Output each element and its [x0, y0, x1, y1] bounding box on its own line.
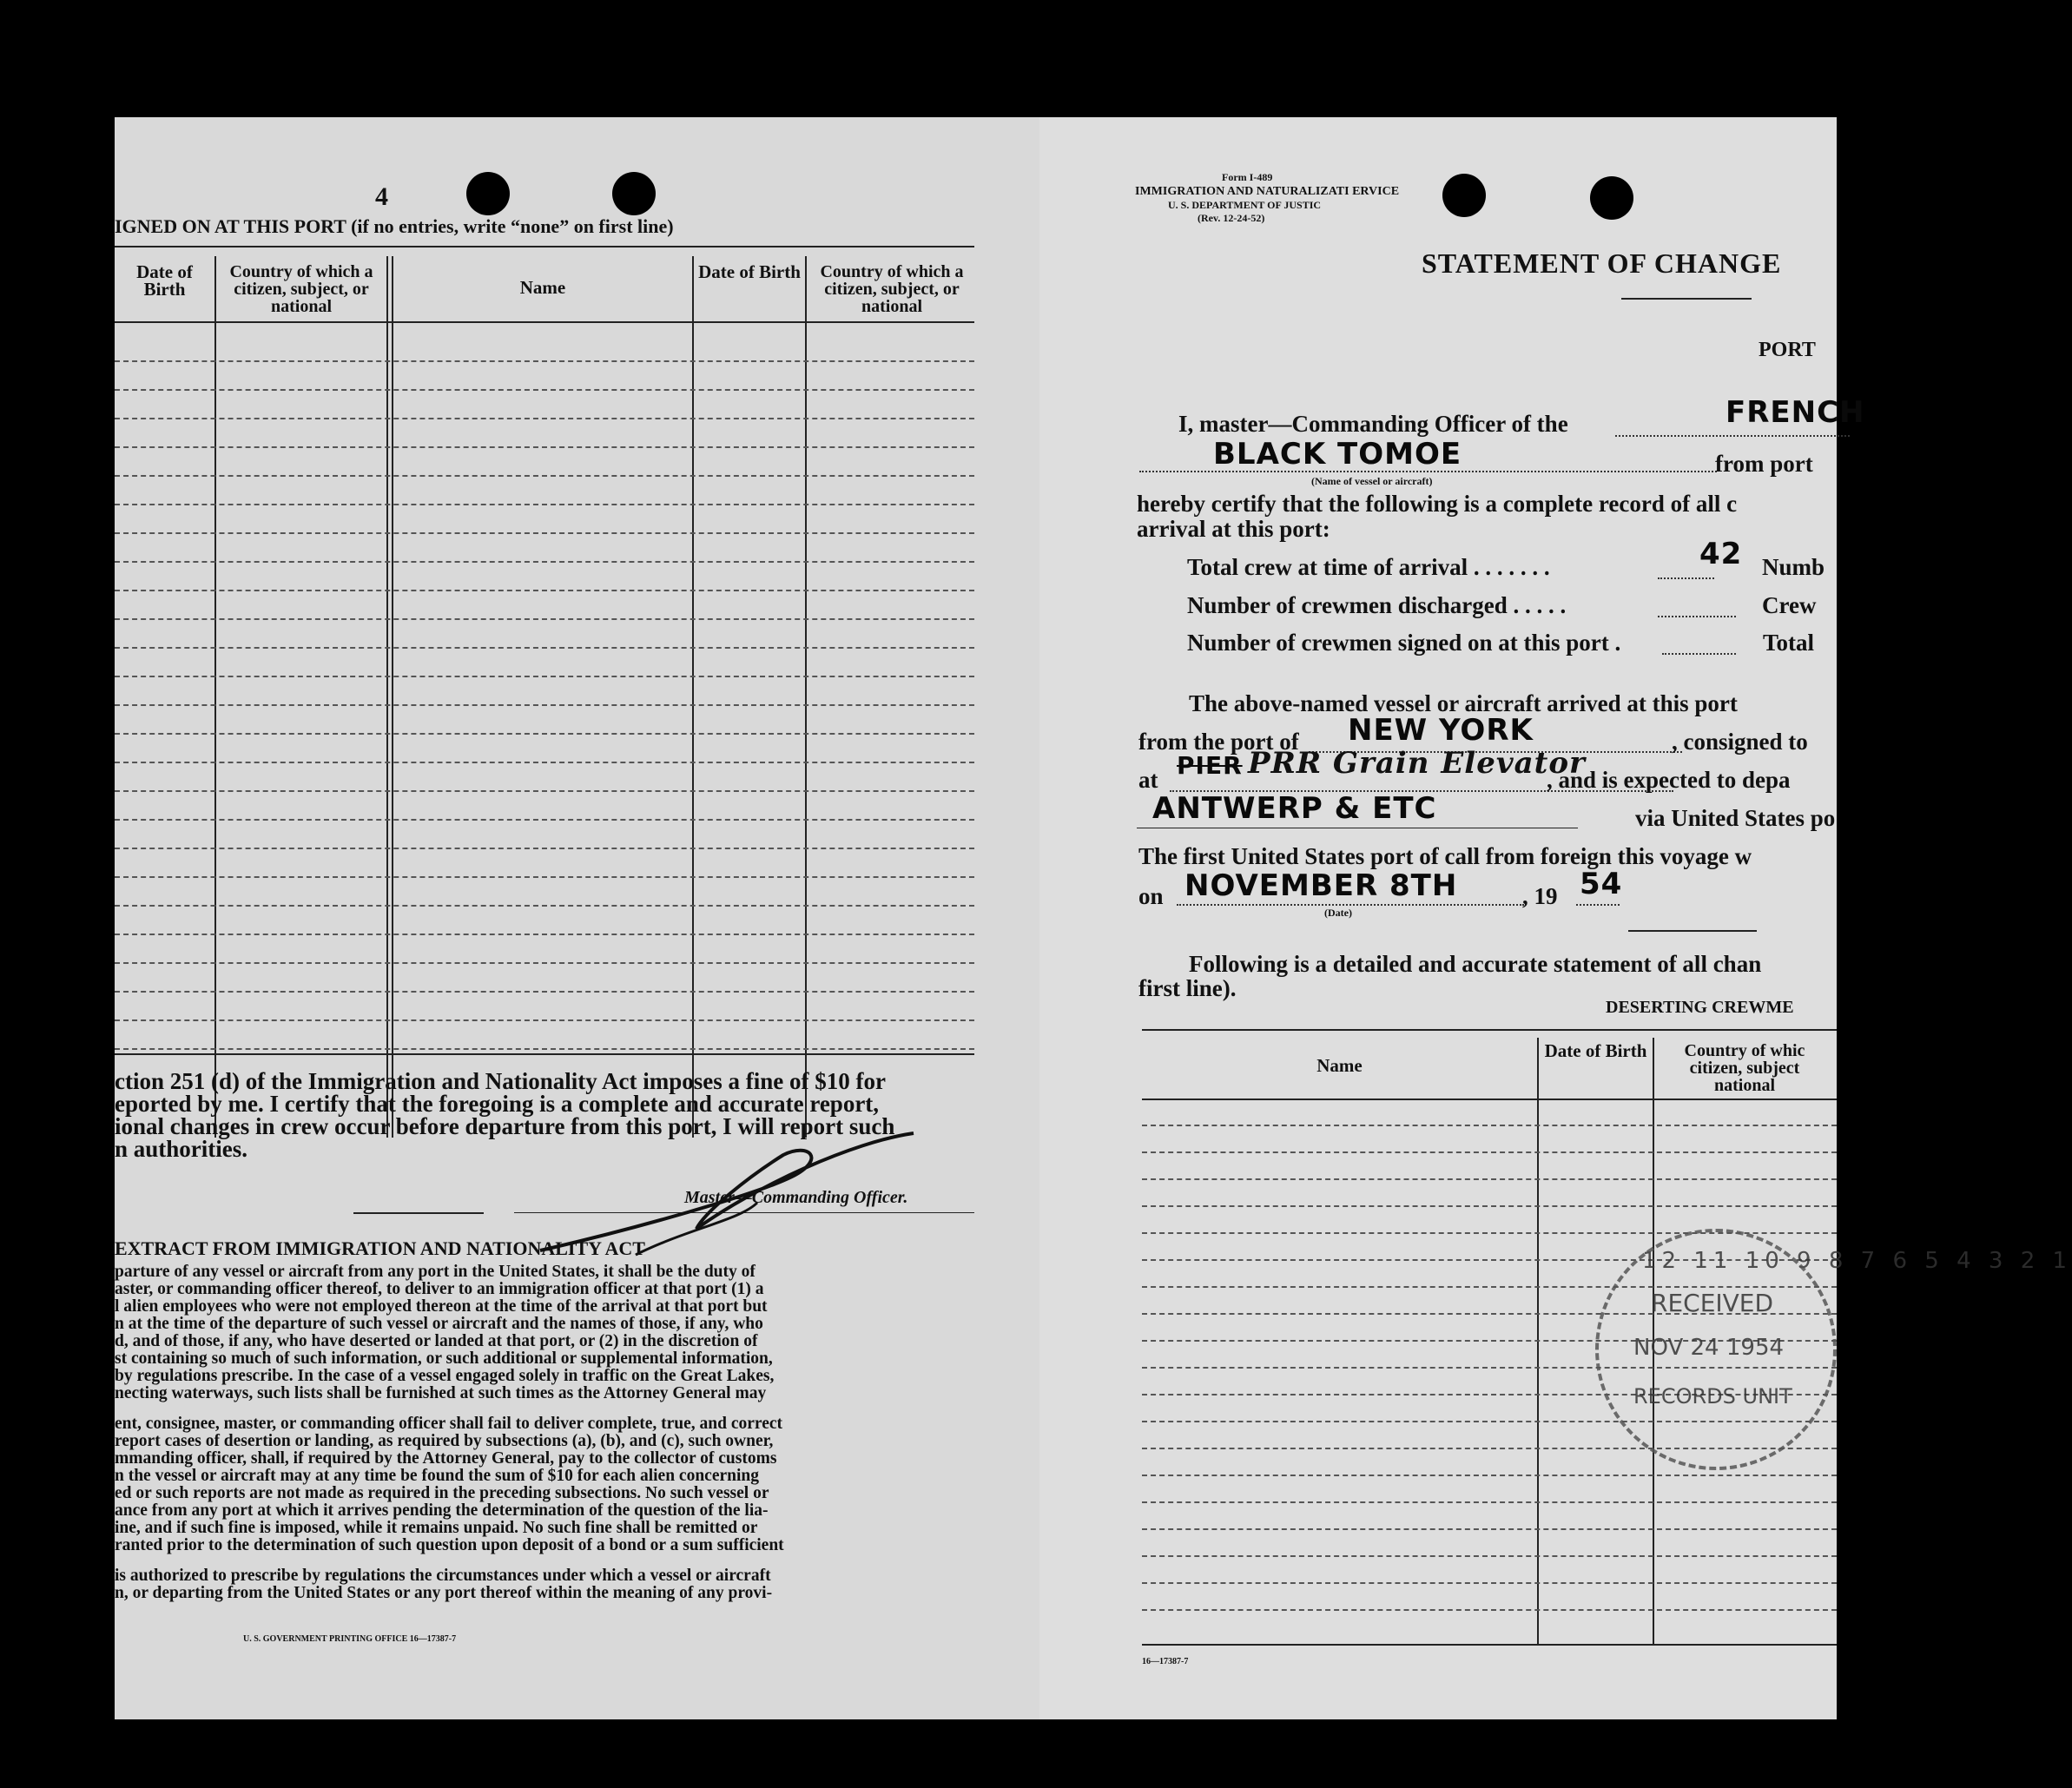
printer-line: U. S. GOVERNMENT PRINTING OFFICE 16—17387-7	[243, 1634, 457, 1644]
flag-value[interactable]: FRENCH	[1726, 395, 1865, 430]
revision-date: (Rev. 12-24-52)	[1198, 212, 1265, 224]
extract-line: d, and of those, if any, who have deserted or landed at that port, or (2) in the discretion of	[115, 1332, 758, 1350]
table-row	[1142, 1475, 1837, 1476]
table-row	[115, 848, 974, 849]
table-top-rule	[1142, 1029, 1837, 1031]
pier-struck: PIER	[1177, 751, 1243, 780]
form-number: Form I-489	[1222, 171, 1273, 183]
first-line-label: first line).	[1138, 975, 1237, 1001]
signature-rule	[1628, 930, 1757, 932]
year-field-line	[1576, 904, 1620, 906]
vessel-caption: (Name of vessel or aircraft)	[1311, 475, 1433, 487]
table-row	[1142, 1125, 1837, 1126]
table-header-rule	[1142, 1099, 1837, 1100]
table-row	[115, 905, 974, 907]
column-header-name: Name	[1316, 1055, 1363, 1076]
extract-line: ent, consignee, master, or commanding officer shall fail to deliver complete, true, and correct	[115, 1415, 783, 1433]
table-row	[115, 676, 974, 677]
cert-line: eported by me. I certify that the foregoing is a complete and accurate report,	[115, 1091, 880, 1117]
left-page	[115, 117, 1039, 1719]
signed-on-field-line	[1662, 653, 1736, 655]
via-label: via United States po	[1635, 805, 1836, 831]
table-row	[115, 475, 974, 477]
table-bottom-rule	[1142, 1644, 1837, 1646]
at-label: at	[1138, 767, 1158, 793]
table-row	[1142, 1555, 1837, 1557]
from-port-of-label: from the port of	[1138, 729, 1299, 755]
deserting-title: DESERTING CREWME	[1606, 998, 1794, 1017]
on-label: on	[1138, 883, 1164, 909]
table-top-rule	[115, 246, 974, 247]
arrival-line: arrival at this port:	[1137, 516, 1330, 542]
table-row	[115, 762, 974, 763]
table-row	[115, 360, 974, 362]
extract-line: ranted prior to the determination of such question upon deposit of a bond or a sum sufficient	[115, 1536, 784, 1554]
column-divider	[1537, 1038, 1539, 1646]
cert-line: ional changes in crew occur before departure from this port, I will report such	[115, 1113, 895, 1139]
extract-line: n, or departing from the United States or any port thereof within the meaning of any provi-	[115, 1584, 773, 1602]
table-row	[115, 991, 974, 993]
stamp-unit: RECORDS UNIT	[1633, 1384, 1792, 1409]
punch-hole	[612, 172, 656, 215]
table-row	[115, 618, 974, 620]
flag-field-line	[1615, 435, 1850, 437]
section-title: IGNED ON AT THIS PORT (if no entries, write “none” on first line)	[115, 215, 674, 237]
extract-line: n the vessel or aircraft may at any time be found the sum of $10 for each alien concerning	[115, 1467, 760, 1485]
extract-title: EXTRACT FROM IMMIGRATION AND NATIONALITY ACT	[115, 1237, 645, 1259]
column-header-dob: Date of Birth	[136, 261, 193, 300]
column-header-dob: Date of Birth	[1544, 1040, 1647, 1061]
table-row	[115, 790, 974, 792]
discharged-field-line	[1658, 616, 1736, 617]
consigned-label: , consigned to	[1672, 729, 1808, 755]
table-row	[115, 876, 974, 878]
stamp-received: RECEIVED	[1651, 1289, 1774, 1317]
signed-on-right: Total	[1763, 630, 1815, 656]
total-crew-value[interactable]: 42	[1699, 537, 1743, 571]
table-row	[115, 704, 974, 706]
date-value[interactable]: NOVEMBER 8TH	[1184, 868, 1458, 903]
table-row	[1142, 1151, 1837, 1153]
arrived-line: The above-named vessel or aircraft arrived at this port	[1189, 690, 1738, 716]
table-row	[115, 819, 974, 821]
date-field-line	[1177, 904, 1524, 906]
stamp-ring-numbers: 12 11 10 9 8 7 6 5 4 3 2 1	[1642, 1248, 2072, 1274]
punch-hole	[1590, 176, 1633, 220]
total-crew-field-line	[1658, 577, 1714, 579]
extract-line: n at the time of the departure of such vessel or aircraft and the names of those, if any, who	[115, 1315, 763, 1333]
expected-label: , and is expected to depa	[1547, 767, 1791, 793]
punch-hole	[466, 172, 510, 215]
table-row	[115, 418, 974, 419]
table-row	[115, 934, 974, 935]
signed-on-label: Number of crewmen signed on at this port .	[1187, 630, 1621, 656]
extract-line: ine, and if such fine is imposed, while it remains unpaid. No such fine shall be remitted or	[115, 1519, 758, 1537]
table-row	[115, 733, 974, 735]
extract-line: parture of any vessel or aircraft from any port in the United States, it shall be the duty of	[115, 1263, 756, 1281]
total-crew-right: Numb	[1762, 554, 1825, 580]
from-port-value[interactable]: NEW YORK	[1348, 713, 1534, 748]
department-name: U. S. DEPARTMENT OF JUSTIC	[1168, 199, 1322, 211]
column-header-dob: Date of Birth	[698, 261, 801, 282]
extract-line: is authorized to prescribe by regulations the circumstances under which a vessel or aircraft	[115, 1567, 771, 1585]
extract-line: l alien employees who were not employed thereon at the time of the arrival at that port but	[115, 1297, 768, 1316]
table-row	[1142, 1205, 1837, 1207]
signature-caption: Master—Commanding Officer.	[684, 1188, 908, 1207]
cert-line: ction 251 (d) of the Immigration and Nationality Act imposes a fine of $10 for	[115, 1068, 886, 1094]
table-row	[1142, 1528, 1837, 1530]
table-row	[115, 962, 974, 964]
master-line: I, master—Commanding Officer of the	[1178, 411, 1568, 437]
column-header-country: Country of which a citizen, subject, or national	[820, 262, 964, 316]
punch-hole	[1442, 174, 1486, 217]
port-label: PORT	[1759, 339, 1816, 361]
discharged-label: Number of crewmen discharged . . . . .	[1187, 592, 1567, 618]
following-line: Following is a detailed and accurate statement of all chan	[1189, 951, 1762, 977]
discharged-right: Crew	[1762, 592, 1817, 618]
extract-line: report cases of desertion or landing, as required by subsections (a), (b), and (c), such owner,	[115, 1432, 774, 1450]
form-title: STATEMENT OF CHANGE	[1422, 247, 1782, 279]
year-prefix: , 19	[1522, 883, 1558, 909]
table-row	[1142, 1178, 1837, 1180]
first-port-line: The first United States port of call from foreign this voyage w	[1138, 843, 1752, 869]
from-port-label: from port	[1715, 451, 1813, 477]
right-page	[1039, 117, 2072, 1719]
vessel-name[interactable]: BLACK TOMOE	[1213, 437, 1462, 472]
agency-name: IMMIGRATION AND NATURALIZATI ERVICE	[1135, 185, 1400, 198]
received-stamp	[1595, 1229, 2072, 1470]
certify-line: hereby certify that the following is a complete record of all c	[1137, 491, 1738, 517]
page-number: 4	[375, 182, 388, 211]
table-row	[115, 446, 974, 448]
extract-line: by regulations prescribe. In the case of a vessel engaged solely in traffic on the Great Lakes,	[115, 1367, 775, 1385]
signature-line	[353, 1212, 484, 1214]
table-row	[115, 561, 974, 563]
table-row	[1142, 1609, 1837, 1611]
extract-line: st containing so much of such information, or such additional or supplemental information,	[115, 1349, 773, 1368]
date-caption: (Date)	[1324, 907, 1352, 919]
cert-line: n authorities.	[115, 1136, 248, 1162]
table-row	[115, 1048, 974, 1050]
pier-value[interactable]: PRR Grain Elevator	[1248, 746, 1586, 781]
destination-value[interactable]: ANTWERP & ETC	[1152, 791, 1437, 826]
extract-line: necting waterways, such lists shall be furnished at such times as the Attorney General may	[115, 1384, 767, 1402]
column-header-country: Country of whic citizen, subject national	[1684, 1041, 1805, 1095]
table-row	[115, 590, 974, 591]
table-row	[1142, 1582, 1837, 1584]
stamp-date: NOV 24 1954	[1633, 1335, 1785, 1361]
extract-line: aster, or commanding officer thereof, to deliver to an immigration officer at that port (1) a	[115, 1280, 764, 1298]
extract-line: ance from any port at which it arrives pending the determination of the question of the lia-	[115, 1501, 769, 1520]
column-header-name: Name	[519, 277, 566, 298]
table-row	[115, 389, 974, 391]
year-value[interactable]: 54	[1580, 867, 1623, 901]
table-bottom-rule	[115, 1053, 974, 1055]
extract-line: mmanding officer, shall, if required by the Attorney General, pay to the collector of customs	[115, 1449, 777, 1468]
table-row	[115, 647, 974, 649]
table-row	[115, 1019, 974, 1021]
title-rule	[1621, 298, 1752, 300]
table-header-rule	[115, 321, 974, 323]
table-row	[1142, 1501, 1837, 1503]
table-row	[115, 504, 974, 505]
total-crew-label: Total crew at time of arrival . . . . . . .	[1187, 554, 1550, 580]
table-row	[115, 532, 974, 534]
extract-line: ed or such reports are not made as required in the preceding subsections. No such vessel or	[115, 1484, 769, 1502]
form-code: 16—17387-7	[1142, 1657, 1189, 1666]
column-header-country: Country of which a citizen, subject, or national	[229, 262, 373, 316]
